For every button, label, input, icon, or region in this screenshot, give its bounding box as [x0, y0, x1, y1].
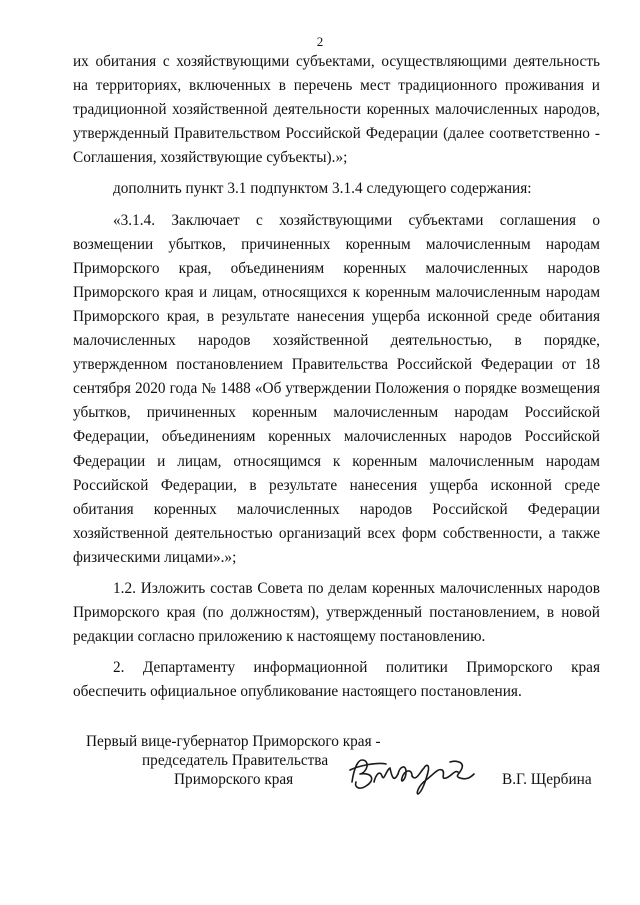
signatory-name: В.Г. Щербина: [502, 771, 592, 788]
paragraph-2: дополнить пункт 3.1 подпунктом 3.1.4 следующего содержания:: [113, 180, 532, 198]
page-number: 2: [316, 34, 324, 49]
handwritten-signature: [346, 748, 486, 796]
signatory-title-line-3: Приморского края: [174, 771, 294, 788]
document-body: [73, 50, 600, 704]
paragraph-4: 1.2. Изложить состав Совета по делам коренных малочисленных народов Приморского края (по должностям), утвержденный постановлением, в новой редакции согласно приложению к настоящему постановлению.: [73, 579, 600, 646]
signatory-title-line-1: Первый вице-губернатор Приморского края -: [86, 733, 381, 750]
signatory-title-line-2: председатель Правительства: [142, 752, 329, 769]
paragraph-5: 2. Департаменту информационной политики Приморского края обеспечить официальное опубликование настоящего постановления.: [73, 659, 600, 701]
signature-block: [0, 732, 640, 802]
paragraph-3: «3.1.4. Заключает с хозяйствующими субъектами соглашения о возмещении убытков, причиненных коренным малочисленным народам Приморского края, объединениям коренных малочисленных народов Приморского края и лицам, относящихся к коренным малочисленным народам Приморского края, в результате нанесения ущерба исконной среде обитания малочисленных народов хозяйственной деятельностью, в порядке, утвержденном постановлением Правительства Российской Федерации от 18 сентября 2020 года № 1488 «Об утверждении Положения о порядке возмещения убытков, причиненных коренным малочисленным народам Российской Федерации, объединениям коренных малочисленных народов Российской Федерации и лицам, относящимся к коренным малочисленным народам Российской Федерации, в результате нанесения ущерба исконной среде обитания коренных малочисленных народов Российской Федерации хозяйственной деятельностью организаций всех форм собственности, а также физическими лицами».»;: [73, 211, 600, 566]
paragraph-1: их обитания с хозяйствующими субъектами, осуществляющими деятельность на территориях, включенных в перечень мест традиционного проживания и традиционной хозяйственной деятельности коренных малочисленных народов, утвержденный Правительством Российской Федерации (далее соответственно - Соглашения, хозяйствующие субъекты).»;: [73, 53, 600, 167]
